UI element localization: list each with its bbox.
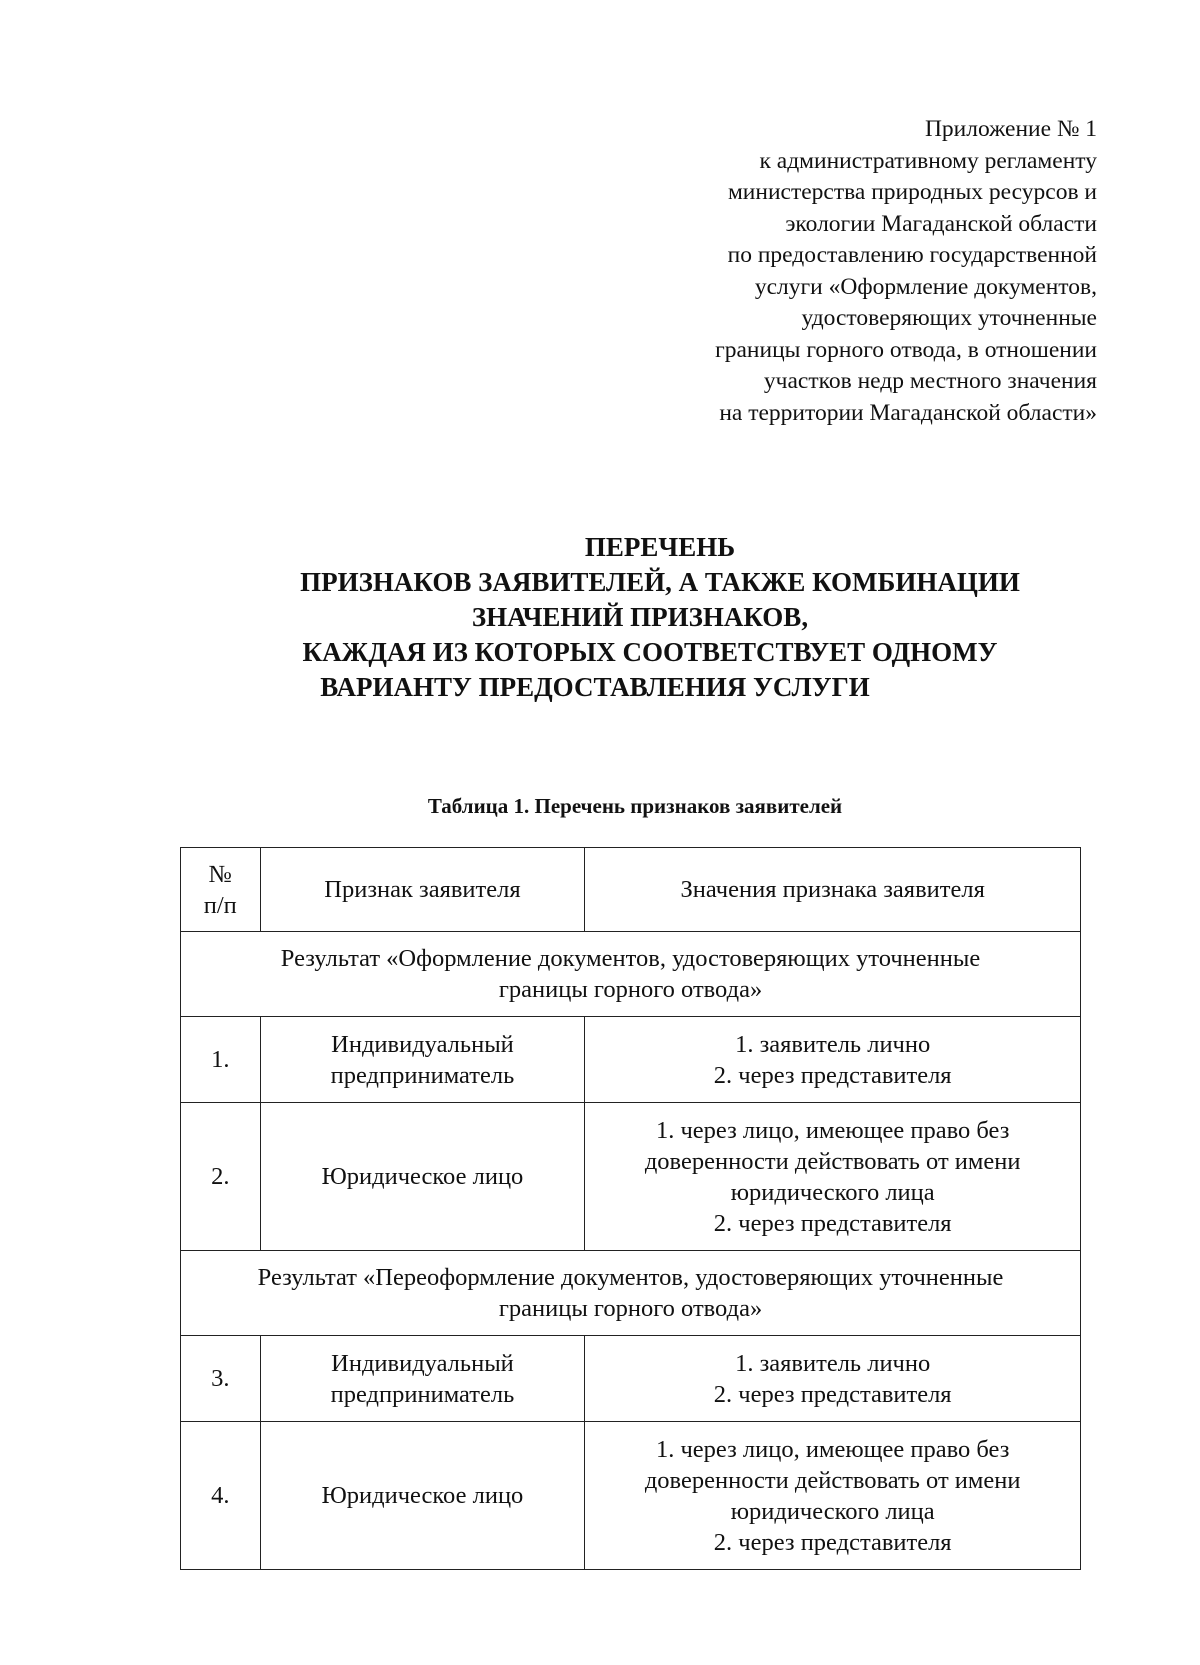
attribute-line: Индивидуальный [331,1349,514,1377]
table-row [181,1017,1081,1103]
attribute-line: Индивидуальный [331,1030,514,1058]
title-line: КАЖДАЯ ИЗ КОТОРЫХ СООТВЕТСТВУЕТ ОДНОМУ [302,637,998,667]
row-attribute [260,1103,585,1251]
attribute-line: Юридическое лицо [321,1163,524,1190]
value-line: 1. заявитель лично [735,1030,931,1058]
value-line: доверенности действовать от имени [644,1147,1021,1175]
value-line: 2. через представителя [713,1061,952,1089]
header-attribute: Признак заявителя [260,848,585,932]
title-line: ЗНАЧЕНИЙ ПРИЗНАКОВ, [471,602,809,632]
appendix-block [577,114,1097,429]
attribute-line: Юридическое лицо [321,1482,524,1509]
row-values [585,1017,1081,1103]
row-number: 3. [181,1336,261,1422]
section-result [181,1251,1081,1336]
value-line: 1. через лицо, имеющее право без [655,1435,1010,1463]
section-result-line: границы горного отвода» [498,1295,763,1322]
table-row [181,1422,1081,1570]
section-result-line: границы горного отвода» [498,976,763,1003]
value-line: 1. через лицо, имеющее право без [655,1116,1010,1144]
attribute-line: предприниматель [330,1061,515,1089]
appendix-line: на территории Магаданской области» [719,399,1097,426]
row-number: 2. [181,1103,261,1251]
table-caption: Таблица 1. Перечень признаков заявителей [427,794,843,818]
value-line: 2. через представителя [713,1209,952,1237]
header-number-line: п/п [203,891,237,919]
appendix-line: экологии Магаданской области [785,210,1097,237]
document-title [240,530,1080,705]
value-line: 2. через представителя [713,1380,952,1408]
row-values [585,1336,1081,1422]
row-attribute [260,1336,585,1422]
attribute-line: предприниматель [330,1380,515,1408]
section-result-line: Результат «Переоформление документов, удостоверяющих уточненные [257,1264,1004,1291]
header-number-line: № [208,860,232,888]
section-result [181,932,1081,1017]
row-attribute [260,1017,585,1103]
appendix-line: министерства природных ресурсов и [727,179,1097,205]
row-number: 4. [181,1422,261,1570]
section-result-row [181,932,1081,1017]
appendix-line: участков недр местного значения [763,368,1097,394]
value-line: юридического лица [730,1178,935,1206]
section-result-line: Результат «Оформление документов, удостоверяющих уточненные [280,945,981,972]
applicant-attributes-table [180,847,1081,1570]
title-line: ВАРИАНТУ ПРЕДОСТАВЛЕНИЯ УСЛУГИ [320,672,870,702]
appendix-line: удостоверяющих уточненные [801,305,1097,331]
appendix-line: услуги «Оформление документов, [754,273,1097,300]
row-attribute [260,1422,585,1570]
table-header-row [181,848,1081,932]
appendix-line: к административному регламенту [759,147,1097,174]
appendix-line: по предоставлению государственной [727,242,1097,268]
section-result-row [181,1251,1081,1336]
row-values [585,1103,1081,1251]
header-values: Значения признака заявителя [585,848,1081,932]
title-line: ПРИЗНАКОВ ЗАЯВИТЕЛЕЙ, А ТАКЖЕ КОМБИНАЦИИ [300,567,1020,597]
appendix-line: границы горного отвода, в отношении [715,336,1097,363]
value-line: 2. через представителя [713,1528,952,1556]
table-row [181,1336,1081,1422]
header-number [181,848,261,932]
title-line: ПЕРЕЧЕНЬ [584,532,736,562]
row-number: 1. [181,1017,261,1103]
table-row [181,1103,1081,1251]
value-line: 1. заявитель лично [735,1349,931,1377]
appendix-line: Приложение № 1 [924,116,1097,142]
row-values [585,1422,1081,1570]
value-line: доверенности действовать от имени [644,1466,1021,1494]
value-line: юридического лица [730,1497,935,1525]
